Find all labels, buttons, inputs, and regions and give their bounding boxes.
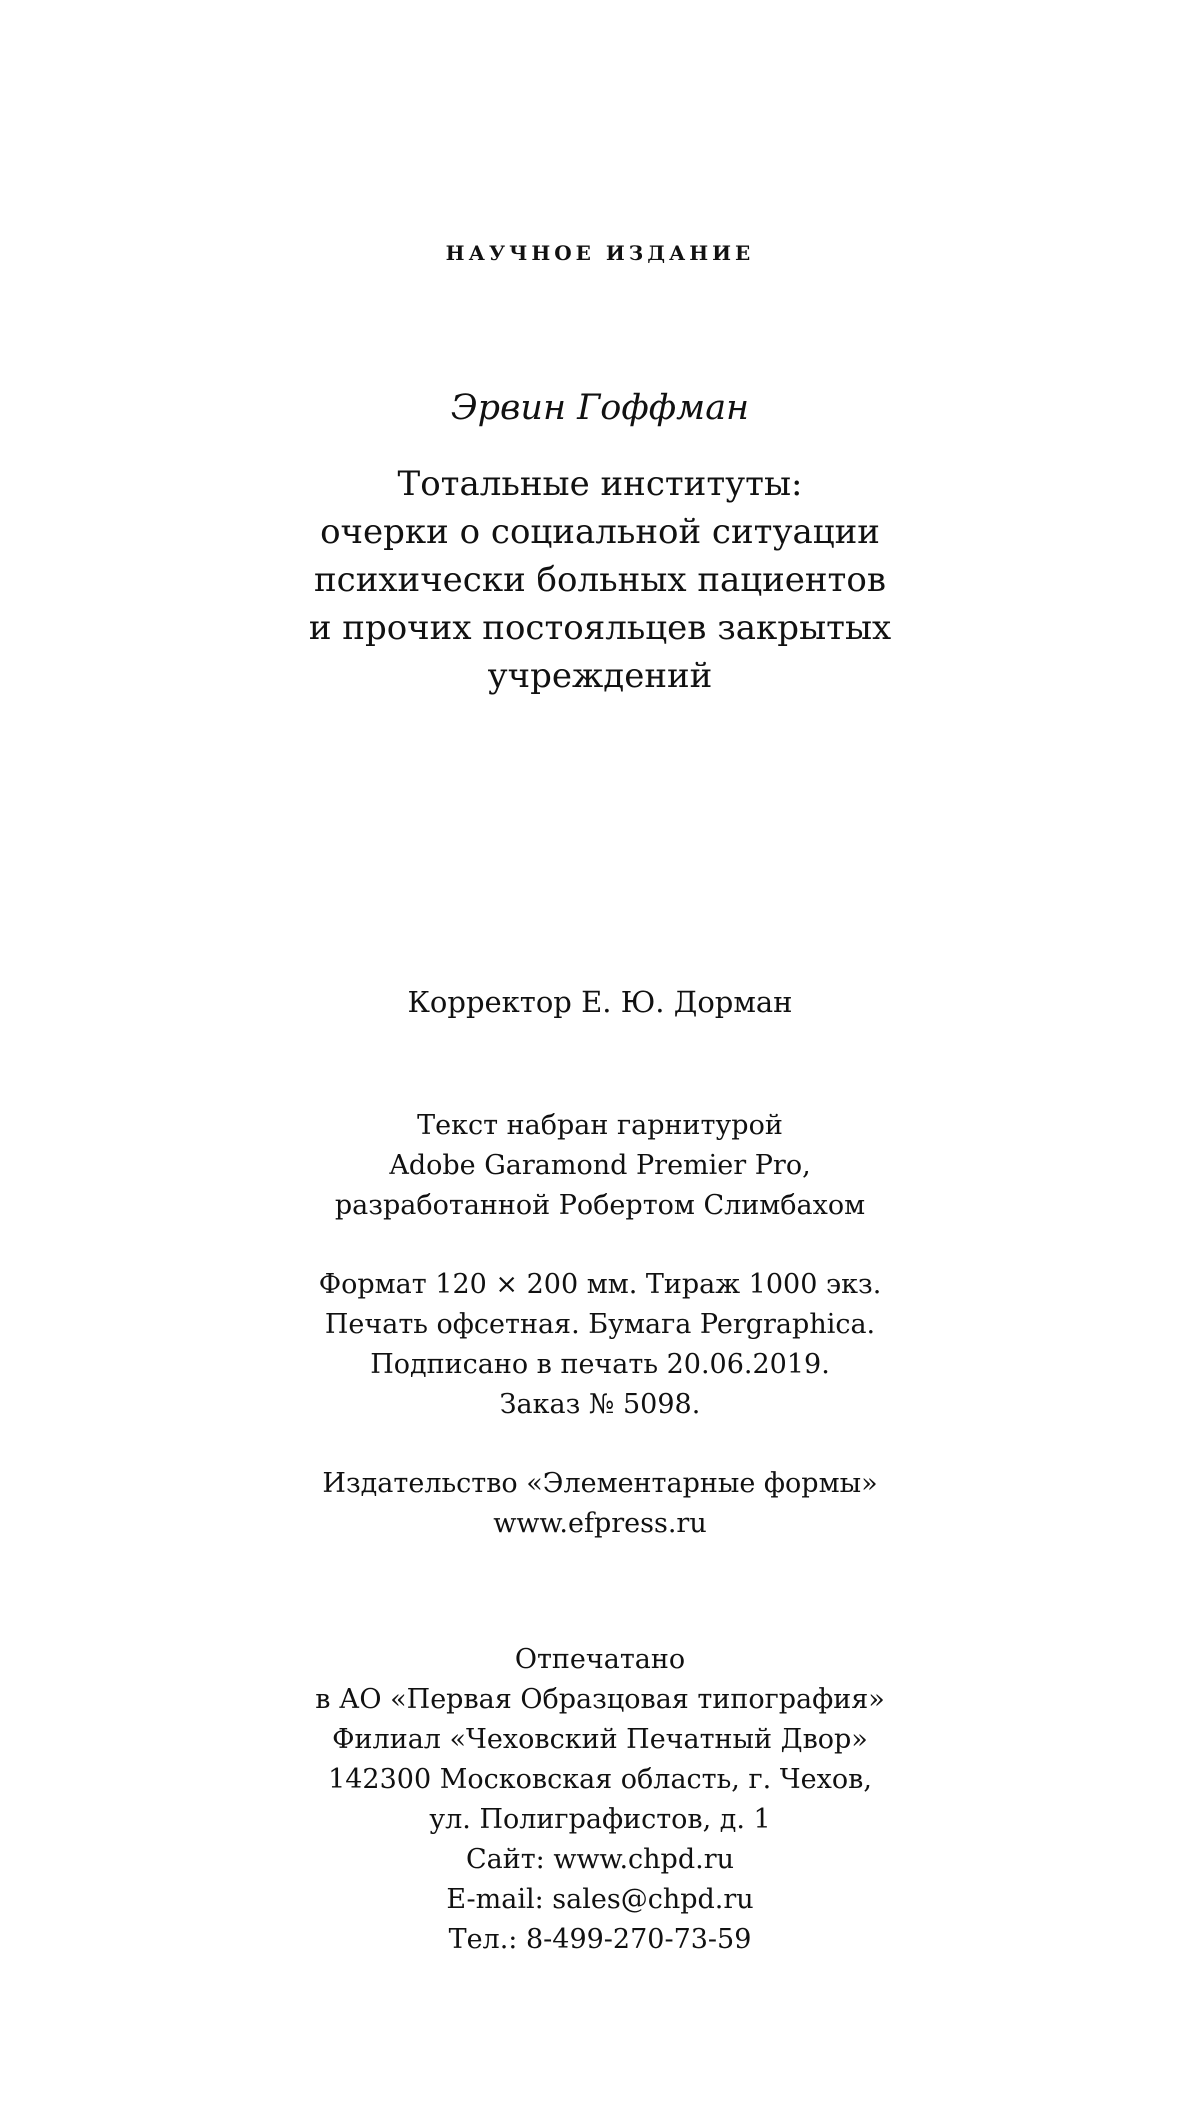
title-line: Тотальные институты:	[397, 464, 803, 504]
printer-line: в АО «Первая Образцовая типография»	[315, 1684, 885, 1715]
typeset-line: Adobe Garamond Premier Pro,	[389, 1150, 811, 1181]
format-line: Подписано в печать 20.06.2019.	[370, 1349, 830, 1380]
typeset-line: разработанной Робертом Слимбахом	[334, 1190, 866, 1221]
printer-line: Филиал «Чеховский Печатный Двор»	[332, 1724, 868, 1755]
printer-address: ул. Полиграфистов, д. 1	[429, 1804, 771, 1835]
corrector-credit: Корректор Е. Ю. Дорман	[407, 985, 793, 1019]
printer-contact-row	[0, 1880, 1200, 1960]
printer-line: 142300 Московская область, г. Чехов,	[328, 1764, 872, 1795]
title-line: психически больных пациентов	[314, 560, 886, 600]
publisher-website: www.efpress.ru	[493, 1508, 707, 1539]
format-line: Формат 120 × 200 мм. Тираж 1000 экз.	[318, 1269, 882, 1300]
printer-address-row	[0, 1800, 1200, 1880]
format-line: Печать офсетная. Бумага Pergraphica.	[324, 1309, 876, 1340]
book-title	[0, 460, 1200, 700]
format-info	[0, 1265, 1200, 1425]
publisher-info	[0, 1464, 1200, 1544]
author-name: Эрвин Гоффман	[450, 388, 750, 428]
title-line: и прочих постояльцев закрытых	[308, 608, 892, 648]
printer-phone: Тел.: 8-499-270-73-59	[448, 1924, 752, 1955]
format-line: Заказ № 5098.	[499, 1389, 701, 1420]
title-line: очерки о социальной ситуации	[320, 512, 880, 552]
printer-email: E-mail: sales@chpd.ru	[446, 1884, 754, 1915]
title-line: учреждений	[487, 656, 713, 696]
series-label: НАУЧНОЕ ИЗДАНИЕ	[445, 241, 755, 265]
printer-line: Отпечатано	[514, 1644, 686, 1675]
publisher-name: Издательство «Элементарные формы»	[322, 1468, 878, 1499]
typeset-info	[0, 1106, 1200, 1226]
printer-site: Сайт: www.chpd.ru	[465, 1844, 735, 1875]
typeset-line: Текст набран гарнитурой	[417, 1110, 783, 1141]
printer-info	[0, 1640, 1200, 1960]
